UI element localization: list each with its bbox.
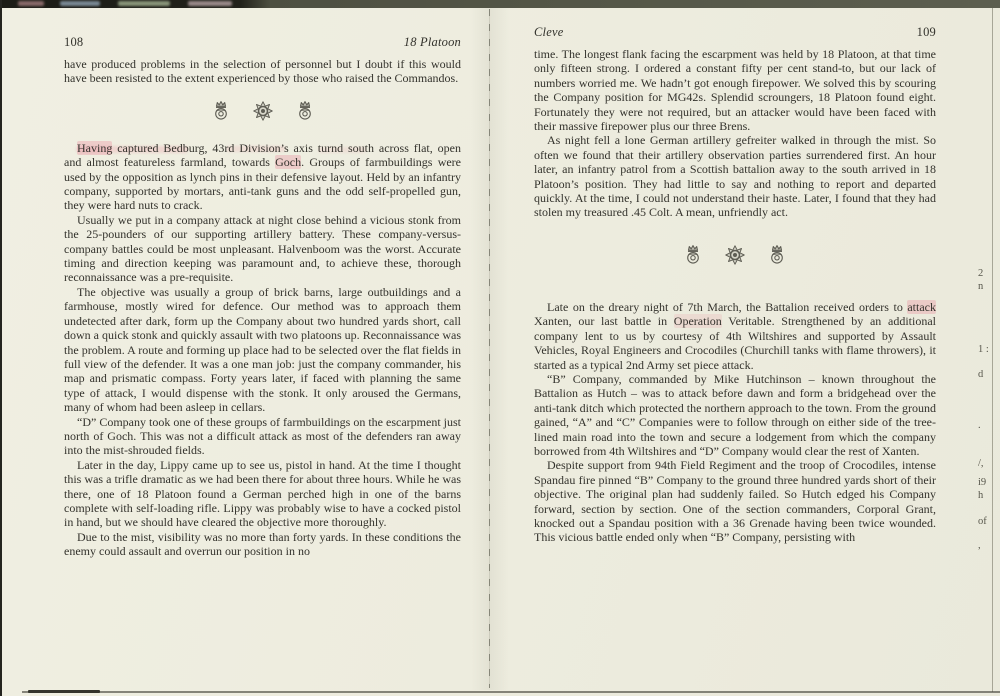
text-run: Late on the dreary night of 7th March, the Battalion received orders to: [547, 299, 908, 314]
paragraph: [534, 458, 936, 544]
order-star-badge-icon: [725, 245, 745, 268]
paragraph: [64, 285, 461, 415]
cut-off-text-fragment: /,: [978, 458, 984, 469]
paragraph: [64, 530, 461, 559]
paragraph: [64, 415, 461, 458]
text-run: time. The longest flank facing the escarpment was held by 18 Platoon, at that time only fifteen strong. I ordered a constant fifty per cent stand-to, but our lack of numbers worried me. We hadn’t got enough firepower. We solved this by scouring the Company position for MG42s. Splendid scroungers, 18 Platoon found eight. Fortunately they were not required, but an attacker would have been faced with their massive firepower plus our three Brens.: [534, 47, 936, 134]
page-right: [534, 25, 936, 545]
scan-edge-speck: [18, 1, 44, 6]
page-header: [64, 35, 461, 49]
scan-left-edge: [0, 0, 2, 696]
text-run: Xanten, our last battle in: [534, 314, 674, 329]
paragraph: [534, 300, 936, 372]
text-run: As night fell a lone German artillery gefreiter walked in through the mist. So often we found that their artillery observation parties surrendered first. An hour later, an infantry patrol from a Scottish battalion away to the south arrived in 18 Platoon’s position. They had little to say and nothing to report and departed quickly. At the time, I could not understand their haste. Later, I found that they had stolen my treasured .45 Colt. A mean, unfriendly act.: [534, 133, 936, 220]
highlighted-text: Having: [77, 140, 113, 155]
paragraph: [534, 372, 936, 458]
page-number: 109: [916, 25, 936, 39]
cut-off-text-fragment: ,: [978, 540, 981, 551]
page-left: [64, 35, 461, 559]
cut-off-text-fragment: .: [978, 420, 981, 431]
text-run: Later in the day, Lippy came up to see us, pistol in hand. At the time I thought this was a trifle dramatic as we had been there for about three hours. While he was there, one of 18 Platoon found a German perched high in one of the barns complete with self-loading rifle. Lippy was probably wise to have a cocked pistol in hand, but we should have cleared the objective more thoroughly.: [64, 457, 461, 530]
cut-off-text-fragment: h: [978, 490, 984, 501]
highlighted-text: Goch: [275, 155, 302, 170]
scan-edge-speck: [60, 1, 100, 6]
page-body: [534, 47, 936, 545]
text-run: have produced problems in the selection of personnel but I doubt if this would have been resisted to the extent experienced by those who raised the Commandos.: [64, 57, 461, 86]
page-body: [64, 57, 461, 559]
page-header: [534, 25, 936, 39]
page-gutter-line: [489, 9, 490, 688]
text-run: “D” Company took one of these groups of farmbuildings on the escarpment just north of Goch. This was not a difficult attack as most of the defenders ran away into the mist-shrouded fields.: [64, 414, 461, 458]
light-infantry-badge-icon: [213, 100, 229, 125]
cut-off-text-fragment: of: [978, 516, 987, 527]
text-run: Veritable. Strengthened by an additional company lent to us by courtesy of 4th Wiltshires and supported by Assault Vehicles, Royal Engineers and Crocodiles (Churchill tanks with flame throwers), it started as a typical 2nd Army set piece attack.: [534, 314, 936, 372]
cut-off-text-fragment: i9: [978, 477, 987, 488]
page-number: 108: [64, 35, 84, 49]
paragraph: [64, 213, 461, 285]
paragraph: [534, 47, 936, 133]
highlighted-text: attack: [907, 299, 936, 314]
scan-bottom-edge: [22, 691, 1000, 693]
cut-off-text-fragment: 2: [978, 268, 984, 279]
cut-off-text-fragment: n: [978, 281, 984, 292]
paragraph: [64, 458, 461, 530]
light-infantry-badge-icon: [685, 244, 701, 269]
cut-off-text-fragment: 1 :: [978, 344, 989, 355]
paragraph: [64, 141, 461, 213]
running-title: Cleve: [534, 25, 564, 39]
text-run: captured Bedburg, 43rd Division’s axis turnd south across flat, open and almost featureless farmland, towards: [64, 140, 461, 170]
paragraph: [534, 133, 936, 219]
highlighted-text: Operation: [673, 314, 722, 329]
scan-top-edge: [0, 0, 1000, 8]
cut-off-text-fragment: d: [978, 369, 984, 380]
scan-bottom-mark: [28, 690, 100, 693]
text-run: Usually we put in a company attack at night close behind a vicious stonk from the 25-pounders of our supporting artillery battery. These company-versus-company battles could be most unpleasant. Halvenboom was the worst. Accurate timing and direction keeping was paramount and, to achieve these, thorough reconnaissance was a pre-requisite.: [64, 212, 461, 285]
paragraph: [64, 57, 461, 86]
section-divider-ornament: [64, 98, 461, 128]
section-divider-ornament: [534, 242, 936, 272]
running-title: 18 Platoon: [403, 35, 461, 49]
text-run: Due to the mist, visibility was no more than forty yards. In these conditions the enemy could assault and overrun our position in no: [64, 529, 461, 559]
light-infantry-badge-icon: [297, 100, 313, 125]
scan-edge-speck: [118, 1, 170, 6]
scan-edge-speck: [188, 1, 232, 6]
page-gutter-shadow: [471, 8, 509, 690]
text-run: “B” Company, commanded by Mike Hutchinson – known throughout the Battalion as Hutch – was to attack before dawn and form a bridgehead over the anti-tank ditch which protected the northern approach to the town. From the ground gained, “A” and “C” Companies were to follow through on either side of the tree-lined main road into the town and secure a lodgement from which the company borrowed from 4th Wiltshires and “D” Company would clear the rest of Xanten.: [534, 371, 936, 458]
text-run: The objective was usually a group of brick barns, large outbuildings and a farmhouse, mostly wired for defence. Our method was to approach them undetected after dark, form up the Company about two hundred yards short, call down a quick stonk and quickly assault with two platoons up. Reconnaissance was the problem. A route and forming up place had to be selected over the flat fields in full view of the defender. It was a one man job: just the company commander, his map and prismatic compass. Forty years later, if faced with planning the same type of attack, I would dispense with the stonk. It only aroused the Germans, many of whom had been asleep in cellars.: [64, 284, 461, 415]
order-star-badge-icon: [253, 101, 273, 124]
light-infantry-badge-icon: [769, 244, 785, 269]
text-run: . Groups of farmbuildings were used by the opposition as lynch pins in their defensive layout. Held by an infantry company, supported by mortars, anti-tank guns and the odd self-propelled gun, they were hard nuts to crack.: [64, 155, 462, 213]
text-run: Despite support from 94th Field Regiment and the troop of Crocodiles, intense Spandau fire pinned “B” Company to the ground three hundred yards short of their objective. The original plan had suddenly failed. So Hutch edged his Company forward, section by section. One of the section commanders, Corporal Grant, knocked out a Spandau position with a 36 Grenade having been twice wounded. This vicious battle ended only when “B” Company, persisting with: [534, 458, 936, 545]
